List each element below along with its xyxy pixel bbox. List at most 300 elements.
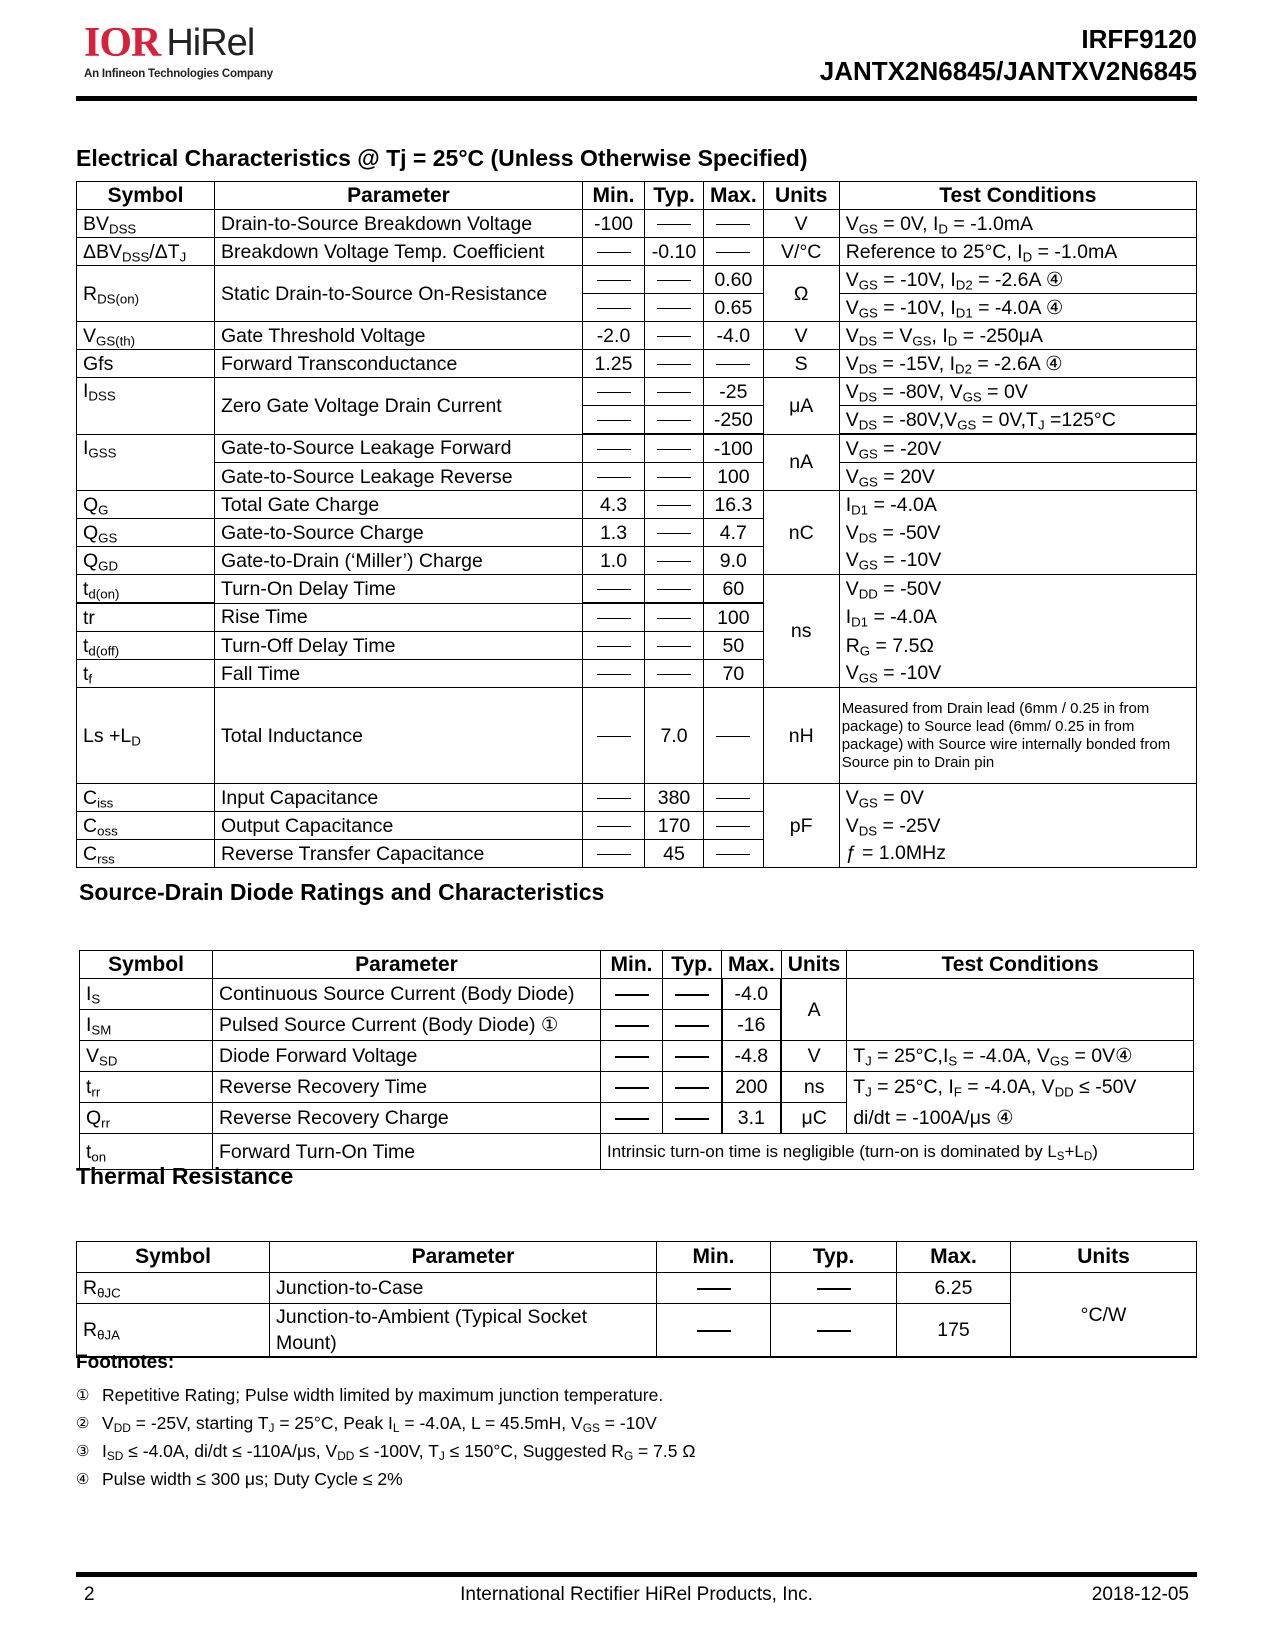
parameter-cell: Continuous Source Current (Body Diode) xyxy=(213,979,601,1010)
footnote-text: Pulse width ≤ 300 μs; Duty Cycle ≤ 2% xyxy=(102,1468,403,1489)
symbol-subscript: J xyxy=(179,248,187,264)
min-cell xyxy=(583,238,645,266)
typ-cell xyxy=(771,1273,897,1304)
footnote-item xyxy=(76,1465,695,1493)
table-row xyxy=(77,603,1197,632)
typ-cell xyxy=(645,547,704,575)
parameter-cell: Pulsed Source Current (Body Diode) ① xyxy=(213,1010,601,1041)
symbol-cell xyxy=(77,547,215,575)
column-header: Max. xyxy=(897,1242,1011,1273)
table-row xyxy=(77,210,1197,238)
parameter-cell: Reverse Recovery Charge xyxy=(213,1103,601,1134)
max-cell: 175 xyxy=(897,1304,1011,1358)
units-cell: μC xyxy=(781,1103,847,1134)
dash-mark xyxy=(597,392,631,394)
parameter-cell: Drain-to-Source Breakdown Voltage xyxy=(215,210,583,238)
symbol-subscript: G xyxy=(98,501,109,517)
dash-mark xyxy=(716,826,750,828)
symbol-text: Q xyxy=(83,493,99,516)
min-cell xyxy=(583,406,645,435)
symbol-subscript: θJA xyxy=(97,1327,120,1343)
test-condition-cell: $V_{DS} = -80V$, $V_{GS} = 0V$ xyxy=(839,378,1196,406)
symbol-cell xyxy=(77,350,215,378)
max-cell: 50 xyxy=(704,632,764,660)
parameter-cell: Gate-to-Source Leakage Reverse xyxy=(215,463,583,491)
column-header: Test Conditions xyxy=(839,182,1196,210)
max-cell xyxy=(704,238,764,266)
typ-cell xyxy=(645,463,704,491)
test-condition-cell: $V_{DS} = -50V$ xyxy=(839,519,1196,547)
max-cell: 9.0 xyxy=(704,547,764,575)
footer-divider xyxy=(76,1572,1197,1577)
units-cell: S xyxy=(763,350,839,378)
dash-mark xyxy=(657,589,691,591)
min-cell xyxy=(601,1103,663,1134)
dash-mark xyxy=(597,618,631,620)
units-cell: Ω xyxy=(763,266,839,322)
dash-mark xyxy=(657,392,691,394)
min-cell xyxy=(583,840,645,868)
dash-mark xyxy=(615,1118,649,1120)
symbol-cell xyxy=(80,1103,213,1134)
symbol-text: BV xyxy=(83,212,110,235)
symbol-cell xyxy=(77,660,215,688)
dash-mark xyxy=(657,449,691,451)
units-cell: nA xyxy=(763,434,839,491)
table-row xyxy=(77,575,1197,604)
typ-cell xyxy=(645,603,704,632)
units-cell: °C/W xyxy=(1011,1273,1197,1358)
test-condition-cell: $V_{GS} = -10V$ xyxy=(839,660,1196,688)
table-row xyxy=(77,434,1197,463)
min-cell: -100 xyxy=(583,210,645,238)
symbol-text: I xyxy=(83,380,89,402)
typ-cell xyxy=(645,406,704,435)
logo-subtitle: An Infineon Technologies Company xyxy=(84,68,273,80)
typ-cell xyxy=(645,632,704,660)
typ-cell xyxy=(663,1010,722,1041)
max-cell xyxy=(704,210,764,238)
symbol-text: t xyxy=(86,1076,92,1098)
max-cell: -100 xyxy=(704,434,764,463)
symbol-cell xyxy=(77,688,215,784)
dash-mark xyxy=(597,449,631,451)
symbol-subscript: oss xyxy=(97,822,118,838)
typ-cell xyxy=(645,210,704,238)
test-condition-cell: $V_{GS} = 0V$, $I_D = -1.0mA$ xyxy=(839,210,1196,238)
typ-cell xyxy=(645,660,704,688)
dash-mark xyxy=(597,477,631,479)
symbol-subscript: θJC xyxy=(97,1285,121,1301)
symbol-text: t xyxy=(83,634,89,657)
footnote-number: ② xyxy=(76,1415,90,1432)
symbol-cell xyxy=(77,238,215,266)
dash-mark xyxy=(657,505,691,507)
table-row xyxy=(80,979,1194,1010)
dash-mark xyxy=(657,336,691,338)
typ-cell xyxy=(663,1103,722,1134)
footnote-number: ③ xyxy=(76,1443,90,1460)
symbol-subscript: GD xyxy=(98,557,119,573)
table-row xyxy=(77,547,1197,575)
table-header-row xyxy=(77,182,1197,210)
test-condition-cell: $V_{GS} = -10V$, $I_{D1} = -4.0A$ ④ xyxy=(839,294,1196,322)
spanning-note-cell: Intrinsic turn-on time is negligible (turn-on is dominated by $L_S+L_D$) xyxy=(601,1134,1194,1170)
dash-mark xyxy=(716,364,750,366)
table-header-row xyxy=(80,951,1194,979)
dash-mark xyxy=(675,994,709,996)
table-row xyxy=(77,660,1197,688)
min-cell xyxy=(583,632,645,660)
column-header: Max. xyxy=(722,951,782,979)
min-cell xyxy=(583,266,645,294)
footnote-item xyxy=(76,1409,695,1437)
symbol-text: C xyxy=(83,842,98,865)
units-cell: μA xyxy=(763,378,839,435)
symbol-subscript: d(on) xyxy=(88,585,120,601)
table-row xyxy=(77,350,1197,378)
max-cell xyxy=(704,688,764,784)
table-row xyxy=(77,266,1197,294)
footnote-item xyxy=(76,1437,695,1465)
test-condition-cell: $I_{D1} = -4.0A$ xyxy=(839,603,1196,632)
symbol-cell xyxy=(80,1010,213,1041)
symbol-text: V xyxy=(83,324,97,347)
diode-characteristics-table xyxy=(79,950,1194,1170)
parameter-cell: Reverse Transfer Capacitance xyxy=(215,840,583,868)
min-cell xyxy=(583,378,645,406)
dash-mark xyxy=(657,477,691,479)
min-cell xyxy=(601,1072,663,1103)
typ-cell xyxy=(645,519,704,547)
symbol-cell xyxy=(77,434,215,491)
column-header: Min. xyxy=(657,1242,771,1273)
dash-mark xyxy=(597,646,631,648)
column-header: Min. xyxy=(583,182,645,210)
dash-mark xyxy=(697,1288,731,1290)
dash-mark xyxy=(597,674,631,676)
parameter-cell: Gate-to-Drain (‘Miller’) Charge xyxy=(215,547,583,575)
symbol-cell xyxy=(77,1273,270,1304)
symbol-cell xyxy=(80,1072,213,1103)
test-condition-cell: $V_{DS} = -15V$, $I_{D2} = -2.6A$ ④ xyxy=(839,350,1196,378)
symbol-text: t xyxy=(83,577,89,600)
symbol-subscript: d(off) xyxy=(88,642,120,658)
parameter-cell: Static Drain-to-Source On-Resistance xyxy=(215,266,583,322)
symbol-cell xyxy=(77,603,215,632)
dash-mark xyxy=(657,533,691,535)
min-cell: 4.3 xyxy=(583,491,645,519)
units-cell: V/°C xyxy=(763,238,839,266)
table-row xyxy=(80,1041,1194,1072)
dash-mark xyxy=(615,1025,649,1027)
dash-mark xyxy=(657,364,691,366)
typ-cell xyxy=(645,266,704,294)
test-condition-cell: $T_J = 25^\circ C$, $I_F = -4.0A$, $V_{DD} \le -50V$ xyxy=(847,1072,1194,1103)
dash-mark xyxy=(597,826,631,828)
max-cell: -16 xyxy=(722,1010,782,1041)
column-header: Typ. xyxy=(771,1242,897,1273)
min-cell xyxy=(583,660,645,688)
page-header xyxy=(76,18,1197,100)
column-header: Typ. xyxy=(663,951,722,979)
parameter-cell: Diode Forward Voltage xyxy=(213,1041,601,1072)
symbol-text: t xyxy=(86,1140,92,1163)
footnotes-title: Footnotes: xyxy=(76,1352,175,1373)
max-cell: -4.0 xyxy=(704,322,764,350)
logo-mark: IOR xyxy=(84,20,161,66)
column-header: Symbol xyxy=(77,182,215,210)
header-divider xyxy=(76,96,1197,101)
units-cell: nH xyxy=(763,688,839,784)
symbol-text: I xyxy=(86,1014,92,1036)
min-cell xyxy=(583,784,645,812)
symbol-text: Ls +L xyxy=(83,724,132,747)
symbol-subscript: iss xyxy=(97,794,114,810)
dash-mark xyxy=(597,854,631,856)
symbol-text: I xyxy=(83,436,89,459)
test-condition-cell: $V_{DS} = -25V$ xyxy=(839,812,1196,840)
units-cell: ns xyxy=(781,1072,847,1103)
parameter-cell: Forward Transconductance xyxy=(215,350,583,378)
symbol-text: I xyxy=(86,983,92,1005)
parameter-cell: Input Capacitance xyxy=(215,784,583,812)
column-header: Parameter xyxy=(215,182,583,210)
min-cell xyxy=(601,979,663,1010)
typ-cell xyxy=(645,322,704,350)
dash-mark xyxy=(615,1087,649,1089)
dash-mark xyxy=(697,1330,731,1332)
max-cell: 200 xyxy=(722,1072,782,1103)
symbol-cell xyxy=(77,519,215,547)
min-cell: 1.0 xyxy=(583,547,645,575)
parameter-cell: Junction-to-Ambient (Typical Socket Mount) xyxy=(270,1304,657,1358)
typ-cell xyxy=(645,294,704,322)
column-header: Max. xyxy=(704,182,764,210)
footnote-item xyxy=(76,1381,695,1409)
symbol-cell xyxy=(80,1041,213,1072)
parameter-cell: Breakdown Voltage Temp. Coefficient xyxy=(215,238,583,266)
min-cell xyxy=(583,812,645,840)
part-number-secondary: JANTX2N6845/JANTXV2N6845 xyxy=(819,56,1197,86)
symbol-cell xyxy=(77,1304,270,1358)
footer-date: 2018-12-05 xyxy=(1091,1584,1189,1605)
dash-mark xyxy=(615,1056,649,1058)
dash-mark xyxy=(597,280,631,282)
symbol-cell xyxy=(77,840,215,868)
typ-cell xyxy=(645,350,704,378)
symbol-subscript: GS(th) xyxy=(96,332,136,348)
dash-mark xyxy=(657,561,691,563)
max-cell: -4.0 xyxy=(722,979,782,1010)
max-cell: 70 xyxy=(704,660,764,688)
dash-mark xyxy=(657,280,691,282)
symbol-subscript: DS(on) xyxy=(97,290,140,306)
dash-mark xyxy=(716,854,750,856)
min-cell: -2.0 xyxy=(583,322,645,350)
dash-mark xyxy=(597,798,631,800)
symbol-cell xyxy=(77,632,215,660)
dash-mark xyxy=(817,1330,851,1332)
parameter-cell: Total Gate Charge xyxy=(215,491,583,519)
column-header: Units xyxy=(763,182,839,210)
symbol-text: ΔBV xyxy=(83,240,123,263)
max-cell: 0.65 xyxy=(704,294,764,322)
test-condition-cell: $V_{GS} = -10V$, $I_{D2} = -2.6A$ ④ xyxy=(839,266,1196,294)
company-logo xyxy=(84,20,273,80)
symbol-text: R xyxy=(83,282,98,305)
test-condition-cell: $V_{GS} = -10V$ xyxy=(839,547,1196,575)
symbol-text: t xyxy=(83,662,89,685)
min-cell: 1.25 xyxy=(583,350,645,378)
symbol-subscript: rss xyxy=(97,850,115,866)
symbol-cell xyxy=(77,210,215,238)
symbol-cell xyxy=(77,575,215,604)
dash-mark xyxy=(716,224,750,226)
parameter-cell: Junction-to-Case xyxy=(270,1273,657,1304)
dash-mark xyxy=(657,308,691,310)
section-title-thermal: Thermal Resistance xyxy=(76,1163,294,1189)
max-cell: 0.60 xyxy=(704,266,764,294)
test-condition-cell: $V_{GS} = 0V$ xyxy=(839,784,1196,812)
units-cell: nC xyxy=(763,491,839,575)
dash-mark xyxy=(657,674,691,676)
min-cell xyxy=(601,1010,663,1041)
dash-mark xyxy=(817,1288,851,1290)
symbol-subscript: D xyxy=(131,732,141,748)
max-cell xyxy=(704,840,764,868)
footnote-text: $I_{SD} \le -4.0A$, di/dt ≤ -110A/μs, $V_{DD} \le -100V$, $T_J \le 150^\circ C$, Suggested $R_G = 7.5$ Ω xyxy=(102,1440,696,1463)
test-condition-cell: Measured from Drain lead (6mm / 0.25 in from package) to Source lead (6mm/ 0.25 in from package) with Source wire internally bonded from Source pin to Drain pin xyxy=(839,688,1196,784)
parameter-cell: Gate Threshold Voltage xyxy=(215,322,583,350)
table-header-row xyxy=(77,1242,1197,1273)
column-header: Units xyxy=(781,951,847,979)
typ-cell xyxy=(663,1072,722,1103)
max-cell: 100 xyxy=(704,463,764,491)
test-condition-cell: $V_{GS} = 20V$ xyxy=(839,463,1196,491)
dash-mark xyxy=(597,308,631,310)
symbol-subscript: SM xyxy=(91,1022,112,1038)
symbol-text: C xyxy=(83,786,98,809)
symbol-subscript: SD xyxy=(99,1053,118,1069)
symbol-cell xyxy=(77,812,215,840)
parameter-cell: Zero Gate Voltage Drain Current xyxy=(215,378,583,435)
parameter-cell: Turn-On Delay Time xyxy=(215,575,583,604)
dash-mark xyxy=(716,736,750,738)
parameter-cell: Fall Time xyxy=(215,660,583,688)
table-row xyxy=(77,688,1197,784)
units-cell: V xyxy=(763,210,839,238)
symbol-subscript: on xyxy=(91,1148,107,1164)
typ-cell xyxy=(645,378,704,406)
typ-cell: 7.0 xyxy=(645,688,704,784)
parameter-cell: Rise Time xyxy=(215,603,583,632)
min-cell xyxy=(583,434,645,463)
symbol-text: C xyxy=(83,814,98,837)
typ-cell: -0.10 xyxy=(645,238,704,266)
column-header: Parameter xyxy=(270,1242,657,1273)
table-row xyxy=(77,1273,1197,1304)
symbol-text: Q xyxy=(86,1107,102,1129)
dash-mark xyxy=(716,252,750,254)
max-cell: 6.25 xyxy=(897,1273,1011,1304)
column-header: Typ. xyxy=(645,182,704,210)
footnote-number: ④ xyxy=(76,1471,90,1488)
dash-mark xyxy=(716,798,750,800)
table-row xyxy=(77,463,1197,491)
test-condition-cell: Reference to 25°C, $I_D = -1.0mA$ xyxy=(839,238,1196,266)
table-row xyxy=(77,840,1197,868)
table-row xyxy=(77,322,1197,350)
table-row xyxy=(77,238,1197,266)
parameter-cell: Gate-to-Source Leakage Forward xyxy=(215,434,583,463)
units-cell: V xyxy=(763,322,839,350)
units-cell: ns xyxy=(763,575,839,688)
max-cell xyxy=(704,350,764,378)
table-row xyxy=(77,632,1197,660)
column-header: Symbol xyxy=(77,1242,270,1273)
electrical-characteristics-table xyxy=(76,181,1197,868)
max-cell xyxy=(704,812,764,840)
dash-mark xyxy=(615,994,649,996)
max-cell: 16.3 xyxy=(704,491,764,519)
test-condition-cell: ƒ = 1.0MHz xyxy=(839,840,1196,868)
table-row xyxy=(77,812,1197,840)
max-cell: 4.7 xyxy=(704,519,764,547)
dash-mark xyxy=(597,252,631,254)
dash-mark xyxy=(657,224,691,226)
test-condition-cell: di/dt = -100A/μs ④ xyxy=(847,1103,1194,1134)
footnote-number: ① xyxy=(76,1387,90,1404)
typ-cell: 380 xyxy=(645,784,704,812)
symbol-text: tr xyxy=(83,606,95,629)
test-condition-cell xyxy=(847,979,1194,1041)
table-row xyxy=(77,378,1197,406)
column-header: Test Conditions xyxy=(847,951,1194,979)
test-condition-cell: $V_{DS} = V_{GS}$, $I_D = -250\mu A$ xyxy=(839,322,1196,350)
logo-text: HiRel xyxy=(166,22,255,64)
part-numbers xyxy=(820,23,1197,87)
symbol-cell xyxy=(77,266,215,322)
dash-mark xyxy=(675,1087,709,1089)
footnotes xyxy=(76,1352,695,1493)
dash-mark xyxy=(657,420,691,422)
section-title-electrical: Electrical Characteristics @ Tj = 25°C (Unless Otherwise Specified) xyxy=(76,145,808,171)
min-cell xyxy=(583,575,645,604)
min-cell xyxy=(657,1273,771,1304)
parameter-cell: Gate-to-Source Charge xyxy=(215,519,583,547)
symbol-cell xyxy=(77,322,215,350)
min-cell xyxy=(583,603,645,632)
symbol-subscript: GS xyxy=(98,529,118,545)
symbol-subscript: DSS xyxy=(88,388,116,404)
test-condition-cell: $V_{DD} = -50V$ xyxy=(839,575,1196,604)
typ-cell xyxy=(663,979,722,1010)
symbol-text: Q xyxy=(83,521,99,544)
typ-cell xyxy=(663,1041,722,1072)
symbol-suffix: /ΔT xyxy=(149,240,180,263)
typ-cell xyxy=(645,575,704,604)
test-condition-cell: $I_{D1} = -4.0A$ xyxy=(839,491,1196,519)
typ-cell: 170 xyxy=(645,812,704,840)
dash-mark xyxy=(597,420,631,422)
footnote-text: Repetitive Rating; Pulse width limited by maximum junction temperature. xyxy=(102,1384,664,1405)
part-number-primary: IRFF9120 xyxy=(1081,24,1197,54)
dash-mark xyxy=(675,1118,709,1120)
typ-cell xyxy=(771,1304,897,1358)
symbol-subscript: rr xyxy=(91,1084,101,1100)
typ-cell xyxy=(645,491,704,519)
